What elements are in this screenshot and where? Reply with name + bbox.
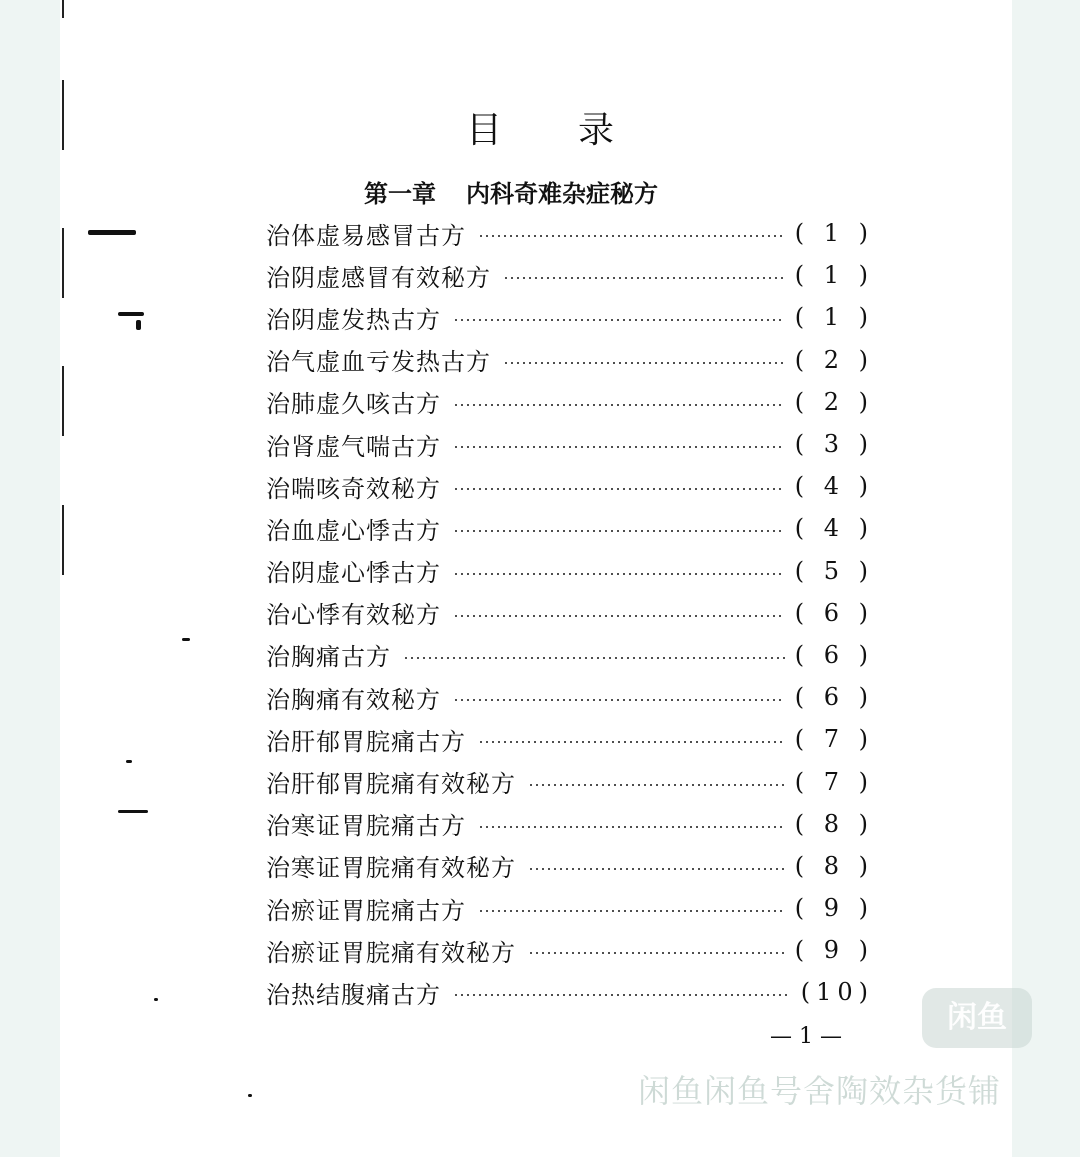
scan-speck [118,810,148,813]
toc-entry-label: 治阴虚心悸古方 [266,559,441,588]
toc-entry-label: 治寒证胃脘痛古方 [266,812,466,841]
toc-entry [266,592,874,634]
scan-speck [182,638,190,641]
dot-leader [503,277,785,279]
toc-entry-page: ( 2 ) [794,387,874,416]
toc-entry-page: ( 6 ) [794,640,874,669]
dot-leader [478,826,785,828]
toc-entry-label: 治血虚心悸古方 [266,516,441,545]
table-of-contents [266,212,874,1014]
toc-entry-label: 治瘀证胃脘痛有效秘方 [266,938,516,967]
watermark-logo: 闲鱼 [922,988,1032,1048]
dot-leader [453,615,785,617]
toc-entry [266,718,874,760]
toc-entry [266,212,874,254]
scan-speck [126,760,132,763]
toc-entry-page: ( 6 ) [794,683,874,712]
dot-leader [453,994,791,996]
toc-entry-page: ( 5 ) [794,556,874,585]
scan-speck [248,1094,252,1097]
toc-entry-page: ( 1 ) [794,219,874,248]
dot-leader [503,362,785,364]
scan-edge-line [62,228,64,298]
toc-entry-label: 治瘀证胃脘痛古方 [266,896,466,925]
toc-entry [266,971,874,1013]
toc-entry [266,550,874,592]
toc-entry [266,339,874,381]
page-title: 目录 [465,110,690,152]
toc-entry [266,929,874,971]
toc-entry-page: ( 3 ) [794,430,874,459]
toc-entry-page: (10) [800,978,874,1007]
toc-entry-label: 治寒证胃脘痛有效秘方 [266,854,516,883]
scan-edge-line [62,366,64,436]
dot-leader [528,868,785,870]
toc-entry-page: ( 1 ) [794,261,874,290]
chapter-heading [364,174,658,209]
toc-entry-label: 治胸痛有效秘方 [266,685,441,714]
toc-entry [266,887,874,929]
toc-entry [266,423,874,465]
toc-entry [266,381,874,423]
dot-leader [478,910,785,912]
toc-entry-page: ( 9 ) [794,936,874,965]
dot-leader [403,657,785,659]
dot-leader [453,488,785,490]
toc-entry-page: ( 9 ) [794,894,874,923]
toc-entry-label: 治肝郁胃脘痛古方 [266,727,466,756]
toc-entry [266,845,874,887]
toc-entry-label: 治气虚血亏发热古方 [266,348,491,377]
toc-entry-label: 治肝郁胃脘痛有效秘方 [266,770,516,799]
dot-leader [453,404,785,406]
toc-entry-label: 治热结腹痛古方 [266,980,441,1009]
page-number: — 1 — [770,1024,842,1049]
scan-speck [88,230,136,235]
toc-entry [266,296,874,338]
toc-entry-page: ( 7 ) [794,767,874,796]
toc-entry [266,465,874,507]
toc-entry-page: ( 7 ) [794,725,874,754]
toc-entry-label: 治阴虚感冒有效秘方 [266,263,491,292]
toc-entry-label: 治胸痛古方 [266,643,391,672]
toc-entry-page: ( 8 ) [794,851,874,880]
scan-edge-line [62,505,64,575]
scan-edge-line [62,0,64,18]
dot-leader [453,446,785,448]
toc-entry-label: 治心悸有效秘方 [266,601,441,630]
toc-entry-label: 治肺虚久咳古方 [266,390,441,419]
dot-leader [478,235,785,237]
toc-entry-page: ( 2 ) [794,345,874,374]
watermark-shop-text: 闲鱼闲鱼号舍陶效杂货铺 [638,1072,1002,1110]
toc-entry-label: 治喘咳奇效秘方 [266,474,441,503]
dot-leader [453,699,785,701]
toc-entry-label: 治肾虚气喘古方 [266,432,441,461]
toc-entry [266,254,874,296]
dot-leader [528,784,785,786]
toc-entry [266,507,874,549]
chapter-number: 第一章 [364,179,436,208]
dot-leader [478,741,785,743]
dot-leader [453,319,785,321]
scan-speck [118,312,144,316]
toc-entry [266,634,874,676]
toc-entry [266,803,874,845]
toc-entry [266,676,874,718]
dot-leader [453,530,785,532]
dot-leader [453,573,785,575]
toc-entry-page: ( 4 ) [794,472,874,501]
chapter-name: 内科奇难杂症秘方 [466,179,658,208]
toc-entry-label: 治阴虚发热古方 [266,305,441,334]
toc-entry-page: ( 1 ) [794,303,874,332]
scan-speck [136,320,141,330]
toc-entry-page: ( 6 ) [794,598,874,627]
scan-speck [154,998,158,1001]
toc-entry-page: ( 8 ) [794,809,874,838]
toc-entry-label: 治体虚易感冒古方 [266,221,466,250]
dot-leader [528,952,785,954]
toc-entry [266,760,874,802]
toc-entry-page: ( 4 ) [794,514,874,543]
